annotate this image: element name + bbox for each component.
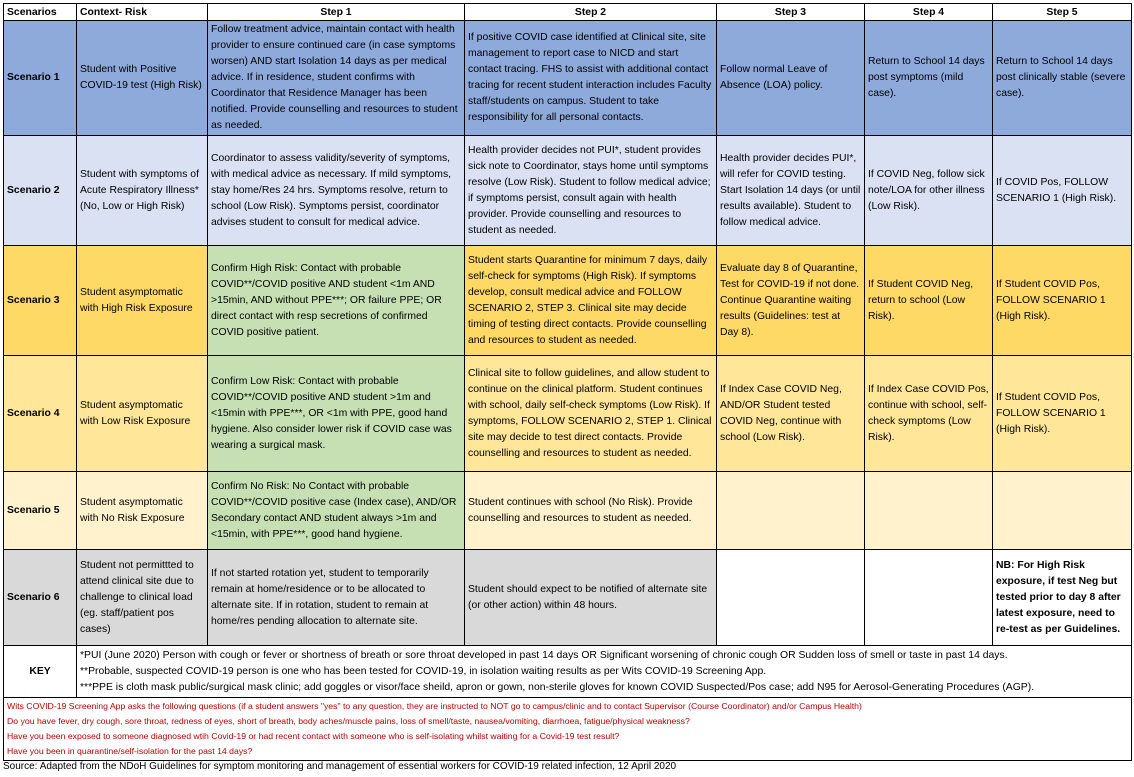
scenario-2-step-5: If COVID Pos, FOLLOW SCENARIO 1 (High Risk). (993, 136, 1132, 246)
scenario-1-row (4, 21, 1132, 136)
scenario-2-step-2: Health provider decides not PUI*, student provides sick note to Coordinator, stays home until symptoms resolve (Low Risk). Student to follow medical advice; if symptoms persist, consult again with health provider. Provide counselling and resources to student as needed. (465, 136, 717, 246)
key-ppe-definition: ***PPE is cloth mask public/surgical mask clinic; add goggles or visor/face sheild, apron or gown, non-sterile gloves for known COVID Suspected/Pos case; add N95 for Aerosol-Generating Procedures (AGP). (80, 681, 1035, 693)
scenario-3-label: Scenario 3 (4, 246, 77, 356)
scenario-5-step-1: Confirm No Risk: No Contact with probable COVID**/COVID positive case (Index case), AND/OR Secondary contact AND student always >1m and <15min, with PPE***, good hand hygiene. (208, 472, 465, 550)
screening-questions-row (4, 698, 1132, 761)
scenario-6-context: Student not permittted to attend clinical site due to challenge to clinical load (eg. staff/patient pos cases) (77, 550, 208, 646)
scenario-6-label: Scenario 6 (4, 550, 77, 646)
header-step-4: Step 4 (865, 4, 993, 21)
scenario-4-step-1: Confirm Low Risk: Contact with probable COVID**/COVID positive AND student >1m and <15min with PPE***, OR <1m with PPE, good hand hygiene. Also consider lower risk if COVID case was wearing a surgical mask. (208, 356, 465, 472)
scenario-5-row (4, 472, 1132, 550)
scenario-1-step-3: Follow normal Leave of Absence (LOA) policy. (717, 21, 865, 136)
scenario-4-step-2: Clinical site to follow guidelines, and allow student to continue on the clinical platform. Student continues with school, daily self-check symptoms (Low Risk). If symptoms, FOLLOW SCENARIO 2, STEP 1. Clinical site may decide to test direct contacts. Provide counselling and resources to student as needed. (465, 356, 717, 472)
scenario-4-row (4, 356, 1132, 472)
scenario-1-step-4: Return to School 14 days post symptoms (mild case). (865, 21, 993, 136)
header-context-risk: Context- Risk (77, 4, 208, 21)
scenario-3-step-2: Student starts Quarantine for minimum 7 days, daily self-check for symptoms (High Risk). If symptoms develop, consult medical advice and FOLLOW SCENARIO 2, STEP 3. Clinical site may decide timing of testing direct contacts. Provide counselling and resources to student as needed. (465, 246, 717, 356)
key-probable-definition: **Probable, suspected COVID-19 person is one who has been tested for COVID-19, in isolation waiting results as per Wits COVID-19 Screening App. (80, 665, 767, 677)
header-step-1: Step 1 (208, 4, 465, 21)
scenario-3-step-3: Evaluate day 8 of Quarantine, Test for COVID-19 if not done. Continue Quarantine waiting results (Guidelines: test at Day 8). (717, 246, 865, 356)
scenario-table (3, 3, 1132, 761)
scenario-1-context: Student with Positive COVID-19 test (High Risk) (77, 21, 208, 136)
scenario-2-step-3: Health provider decides PUI*, will refer for COVID testing. Start Isolation 14 days (or until results available). Student to follow medical advice. (717, 136, 865, 246)
header-step-2: Step 2 (465, 4, 717, 21)
scenario-6-step-1: If not started rotation yet, student to temporarily remain at home/residence or to be allocated to alternate site. If in rotation, student to remain at home/res pending allocation to alternate site. (208, 550, 465, 646)
scenario-5-step-5 (993, 472, 1132, 550)
scenario-5-context: Student asymptomatic with No Risk Exposure (77, 472, 208, 550)
scenario-5-step-4 (865, 472, 993, 550)
key-definitions (77, 646, 1132, 698)
scenario-2-context: Student with symptoms of Acute Respiratory Illness* (No, Low or High Risk) (77, 136, 208, 246)
scenario-6-step-5-note: NB: For High Risk exposure, if test Neg but tested prior to day 8 after latest exposure, need to re-test as per Guidelines. (993, 550, 1132, 646)
scenario-3-step-1: Confirm High Risk: Contact with probable COVID**/COVID positive AND student <1m AND >15min, AND without PPE***; OR failure PPE; OR direct contact with resp secretions of confirmed COVID positive patient. (208, 246, 465, 356)
source-citation: Source: Adapted from the NDoH Guidelines for symptom monitoring and management of essential workers for COVID-19 related infection, 12 April 2020 (3, 761, 677, 772)
header-step-5: Step 5 (993, 4, 1132, 21)
scenario-3-row (4, 246, 1132, 356)
scenario-6-step-4 (865, 550, 993, 646)
scenario-1-label: Scenario 1 (4, 21, 77, 136)
screening-question-exposure: Have you been exposed to someone diagnosed wtih Covid-19 or had recent contact with someone who is self-isolating whilst waiting for a Covid-19 test result? (7, 731, 620, 741)
header-scenarios: Scenarios (4, 4, 77, 21)
scenario-5-step-2: Student continues with school (No Risk). Provide counselling and resources to student as needed. (465, 472, 717, 550)
scenario-1-step-2: If positive COVID case identified at Clinical site, site management to report case to NICD and start contact tracing. FHS to assist with additional contact tracing for recent student interaction includes Faculty staff/students on campus. Student to take responsibility for all personal contacts. (465, 21, 717, 136)
scenario-3-context: Student asymptomatic with High Risk Exposure (77, 246, 208, 356)
scenario-3-step-5: If Student COVID Pos, FOLLOW SCENARIO 1 (High Risk). (993, 246, 1132, 356)
scenario-2-step-1: Coordinator to assess validity/severity of symptoms, with medical advice as necessary. If mild symptoms, stay home/Res 24 hrs. Symptoms resolve, return to school (Low Risk). Symptoms persist, coordinator advises student to consult for medical advice. (208, 136, 465, 246)
scenario-5-step-3 (717, 472, 865, 550)
scenario-6-row (4, 550, 1132, 646)
scenario-1-step-5: Return to School 14 days post clinically stable (severe case). (993, 21, 1132, 136)
scenario-6-step-3 (717, 550, 865, 646)
key-label: KEY (4, 646, 77, 698)
key-pui-definition: *PUI (June 2020) Person with cough or fever or shortness of breath or sore throat developed in past 14 days OR Significant worsening of chronic cough OR Sudden loss of smell or taste in past 14 days. (80, 649, 1008, 661)
table-header-row (4, 4, 1132, 21)
key-row (4, 646, 1132, 698)
scenario-4-step-5: If Student COVID Pos, FOLLOW SCENARIO 1 (High Risk). (993, 356, 1132, 472)
header-step-3: Step 3 (717, 4, 865, 21)
scenario-4-step-3: If Index Case COVID Neg, AND/OR Student tested COVID Neg, continue with school (Low Risk). (717, 356, 865, 472)
scenario-1-step-1: Follow treatment advice, maintain contact with health provider to ensure continued care (in case symptoms worsen) AND start Isolation 14 days as per medical advice. If in residence, student confirms with Coordinator that Residence Manager has been notified. Provide counselling and resources to student as needed. (208, 21, 465, 136)
scenario-5-label: Scenario 5 (4, 472, 77, 550)
scenario-4-context: Student asymptomatic with Low Risk Exposure (77, 356, 208, 472)
screening-intro: Wits COVID-19 Screening App asks the following questions (if a student answers "yes" to any question, they are instructed to NOT go to campus/clinic and to contact Supervisor (Course Coordinator) and/or Campus Health) (7, 701, 862, 711)
scenario-2-step-4: If COVID Neg, follow sick note/LOA for other illness (Low Risk). (865, 136, 993, 246)
scenario-2-label: Scenario 2 (4, 136, 77, 246)
scenario-4-label: Scenario 4 (4, 356, 77, 472)
scenario-3-step-4: If Student COVID Neg, return to school (Low Risk). (865, 246, 993, 356)
screening-question-symptoms: Do you have fever, dry cough, sore throat, redness of eyes, short of breath, body aches/muscle pains, loss of smell/taste, nausea/vomiting, diarrhoea, fatigue/physical weakness? (7, 716, 690, 726)
scenario-6-step-2: Student should expect to be notified of alternate site (or other action) within 48 hours. (465, 550, 717, 646)
scenario-2-row (4, 136, 1132, 246)
screening-question-quarantine: Have you been in quarantine/self-isolation for the past 14 days? (7, 746, 253, 756)
screening-questions (4, 698, 1132, 761)
scenario-4-step-4: If Index Case COVID Pos, continue with school, self-check symptoms (Low Risk). (865, 356, 993, 472)
